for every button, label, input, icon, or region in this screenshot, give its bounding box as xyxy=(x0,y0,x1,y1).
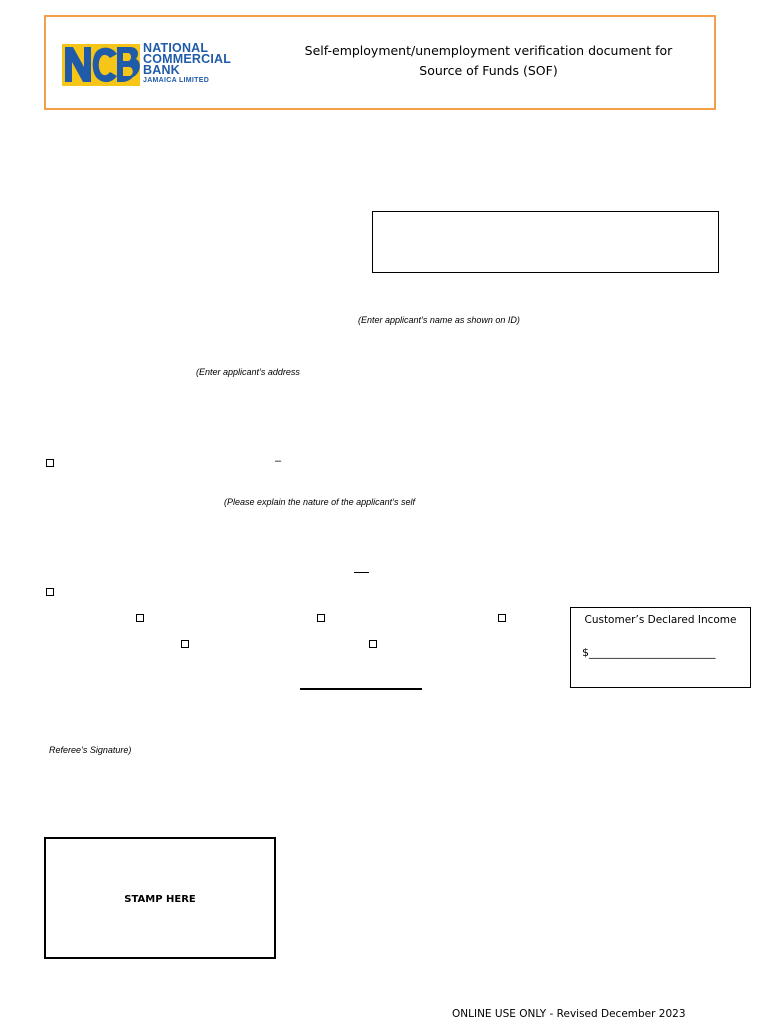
ncb-logo xyxy=(62,42,247,90)
declared-income-title: Customer’s Declared Income xyxy=(584,614,737,626)
document-title-line-1: Self-employment/unemployment verification document for xyxy=(304,43,673,58)
self-employment-hint: (Please explain the nature of the applicant’s self xyxy=(224,497,415,507)
stamp-label: STAMP HERE xyxy=(124,894,196,905)
applicant-name-field[interactable] xyxy=(372,211,719,273)
option-checkbox-5[interactable] xyxy=(369,640,377,648)
ncb-logo-mark-icon xyxy=(62,42,142,88)
option-checkbox-1[interactable] xyxy=(136,614,144,622)
short-underline xyxy=(354,572,369,573)
option-checkbox-2[interactable] xyxy=(317,614,325,622)
referee-signature-hint: Referee’s Signature) xyxy=(49,745,132,755)
signature-line[interactable] xyxy=(300,688,422,690)
header-box xyxy=(44,15,716,110)
logo-line-4: JAMAICA LIMITED xyxy=(143,77,210,84)
dash-mark: – xyxy=(275,455,282,467)
option-checkbox-3[interactable] xyxy=(498,614,506,622)
declared-income-amount-field[interactable]: $_______________________ xyxy=(582,646,716,659)
logo-line-1: NATIONAL xyxy=(143,41,209,55)
document-title xyxy=(296,41,681,81)
applicant-name-hint: (Enter applicant’s name as shown on ID) xyxy=(358,315,520,325)
option-checkbox-4[interactable] xyxy=(181,640,189,648)
stamp-box xyxy=(44,837,276,959)
unemployed-checkbox[interactable] xyxy=(46,588,54,596)
logo-line-2: COMMERCIAL xyxy=(143,52,232,66)
ncb-logo-wordmark xyxy=(143,43,231,86)
self-employed-checkbox[interactable] xyxy=(46,459,54,467)
applicant-address-hint: (Enter applicant’s address xyxy=(196,367,300,377)
logo-line-3: BANK xyxy=(143,63,180,77)
footer-note: ONLINE USE ONLY - Revised December 2023 xyxy=(452,1008,686,1020)
declared-income-box xyxy=(570,607,751,688)
document-title-line-2: Source of Funds (SOF) xyxy=(419,63,558,78)
